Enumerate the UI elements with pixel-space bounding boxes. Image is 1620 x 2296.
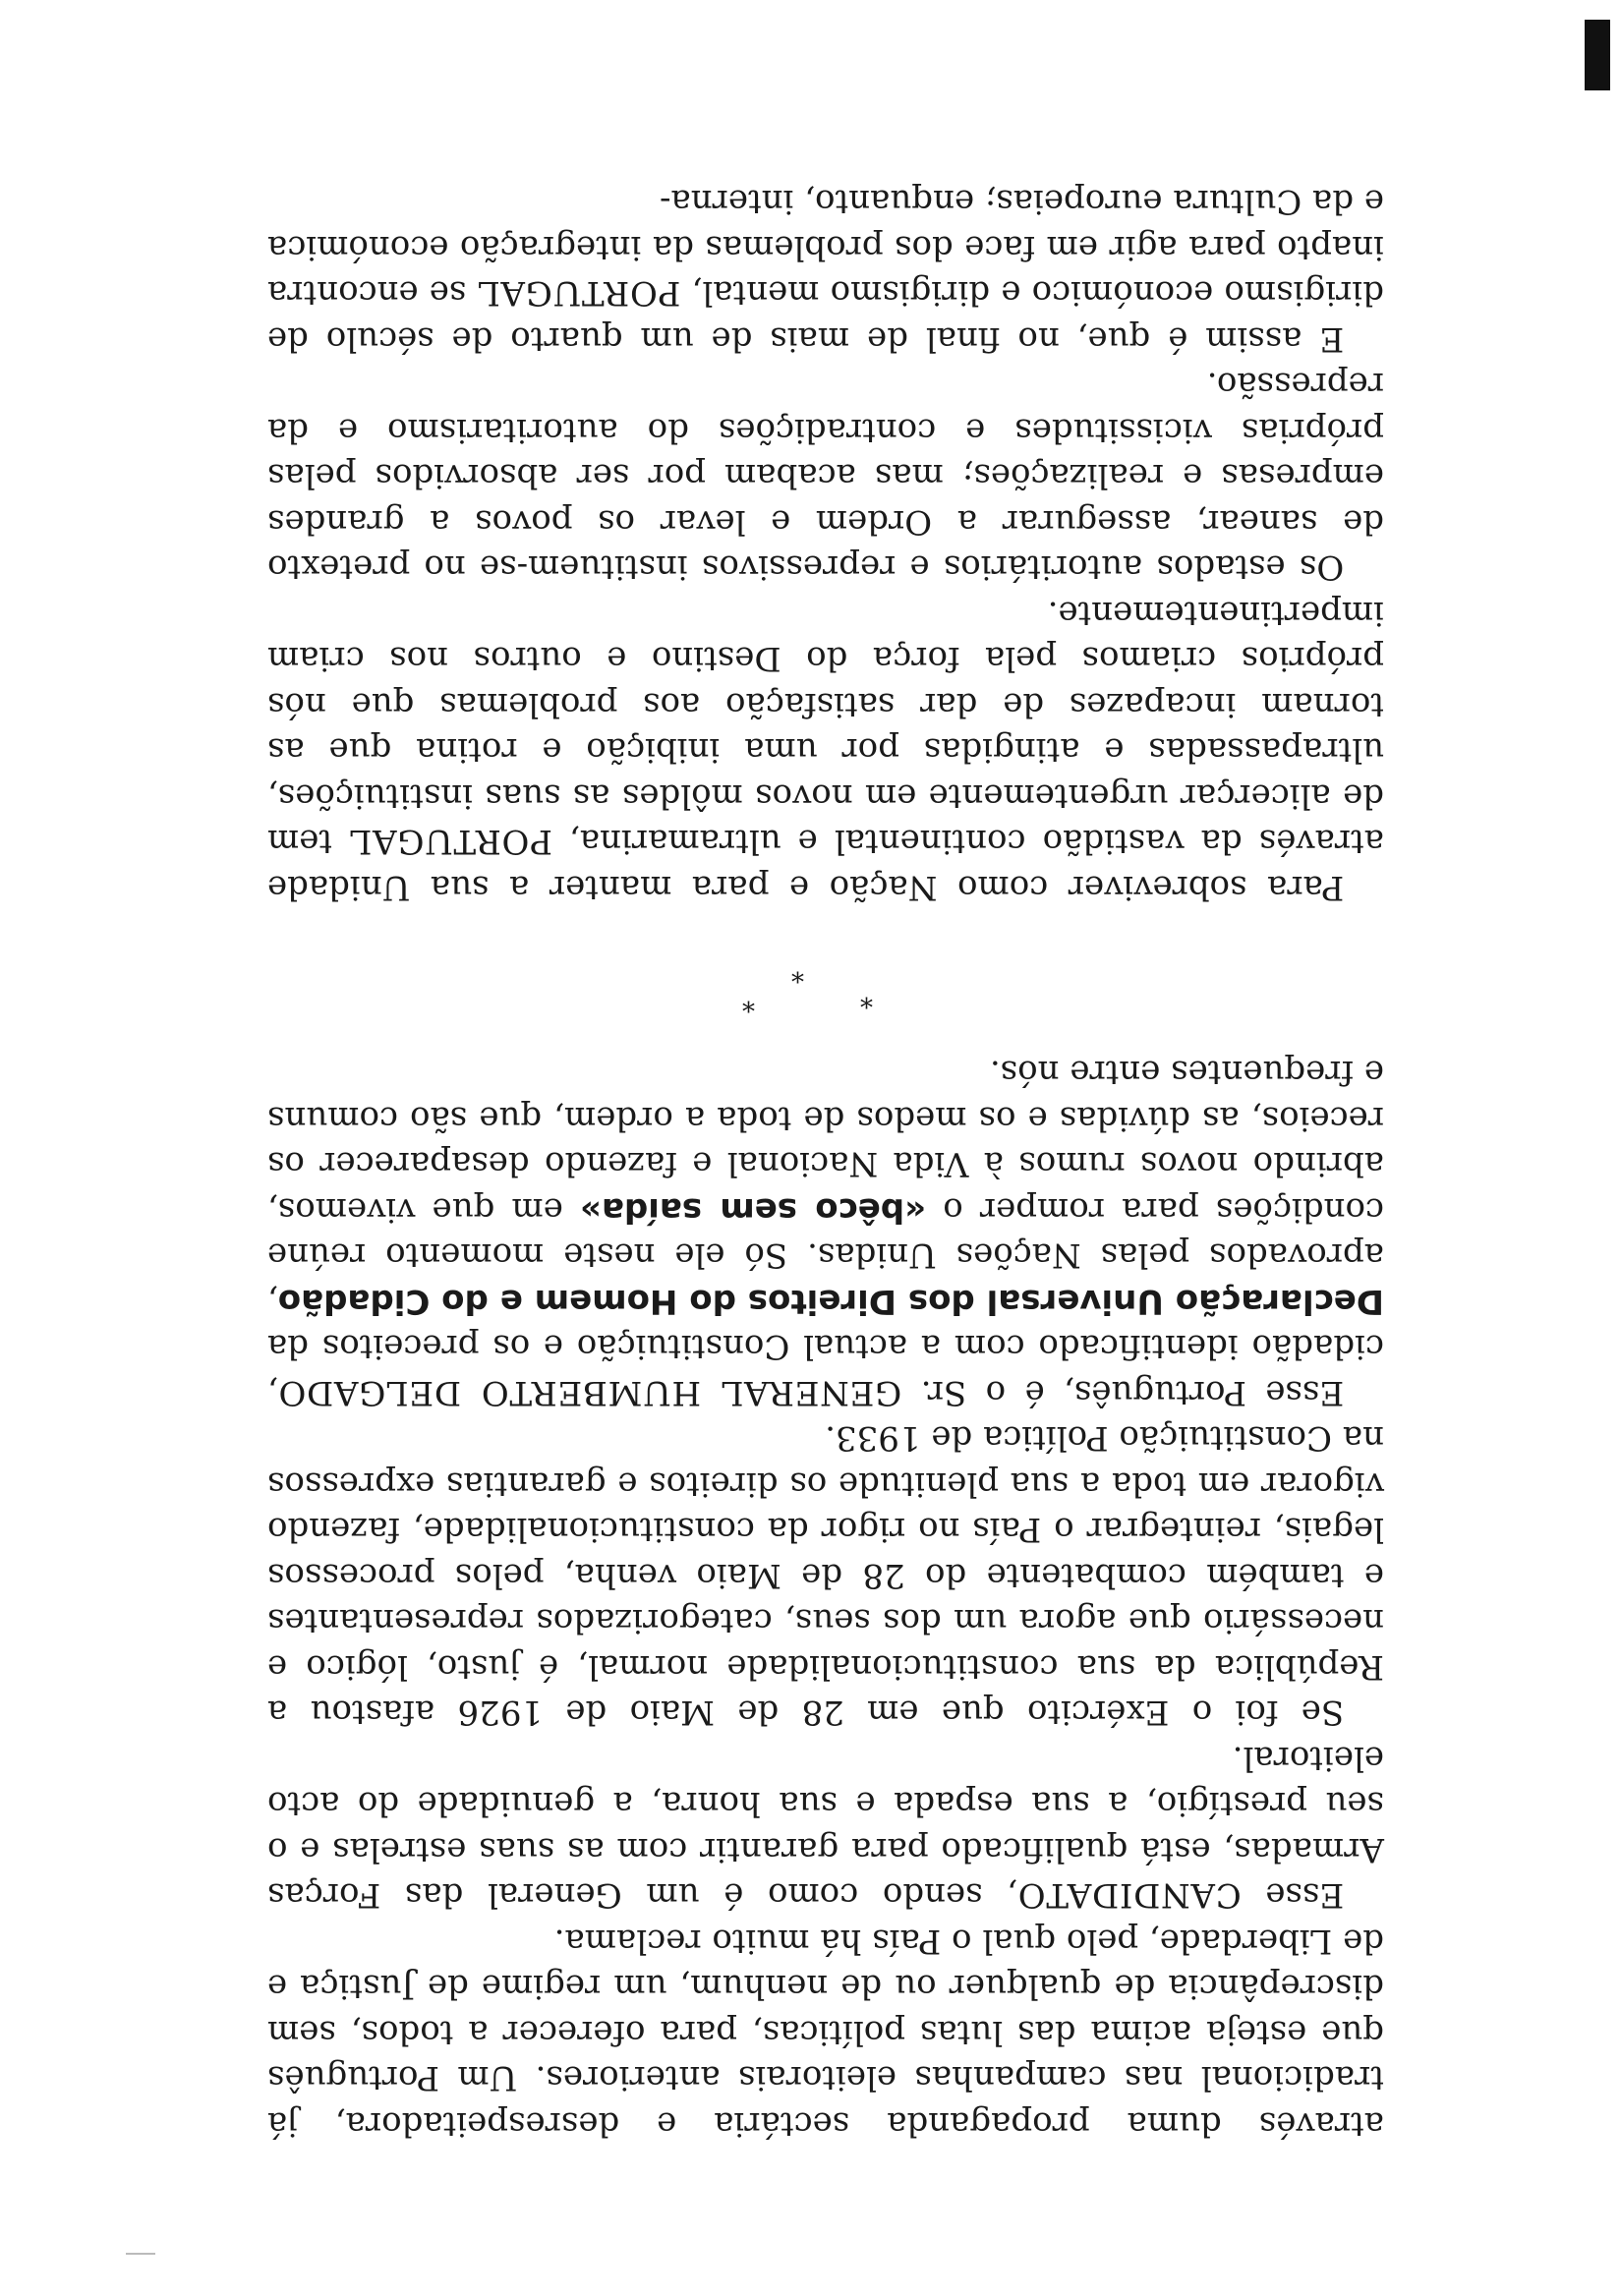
separator-star: * xyxy=(742,987,755,1016)
paragraph-5: Para sobreviver como Nação e para manter a sua Unidade através da vastidão continental e ultramarina, PORTUGAL tem de alicerçar urgentemente em novos môldes as suas instituições, ultrapassadas e atingidas por uma inibição e rotina que as tornam incapazes de dar satisfação aos problemas que nós próprios criamos pela força do Destino e outros nos criam impertinentemente. xyxy=(267,594,1384,907)
paragraph-3: Se foi o Exército que em 28 de Maio de 1926 afastou a República da sua constitucionalidade normal, é justo, lógico e necessário que agora um dos seus, categorizados representantes e também combatente do 28 de Maio venha, pelos processos legais, reintegrar o País no rigor da constitucionalidade, fazendo vigorar em toda a sua plenitude os direitos e garantias expressos na Constituição Política de 1933. xyxy=(267,1418,1384,1733)
paragraph-1: através duma propaganda sectária e desrespeitadora, já tradicional nas campanhas eleitorais anteriores. Um Português que esteja acima das lutas políticas, para oferecer a todos, sem discrepância de qualquer ou de nenhum, um regime de Justiça e de Liberdade, pelo qual o País há muito reclama. xyxy=(267,1922,1384,2144)
candidato-word: CANDIDATO xyxy=(1017,1875,1242,1916)
portugal-word: PORTUGAL xyxy=(477,273,681,314)
paragraph-7: E assim é que, no final de mais de um quarto de século de dirigismo económico e dirigismo mental, PORTUGAL se encontra inapto para agir em face dos problemas da integração económica e da Cultura europeias; enquanto, interna- xyxy=(267,182,1384,359)
paragraph-2: Esse CANDIDATO, sendo como é um General das Forças Armadas, está qualificado para garantir com as suas estrelas e o seu prestígio, a sua espada e sua honra, a genuidade do acto eleitoral. xyxy=(267,1739,1384,1916)
paragraph-4: Esse Português, é o Sr. GENERAL HUMBERTO DELGADO, cidadão identificado com a actual Constituição e os preceitos da Declaração Universal dos Direitos do Homem e do Cidadão, aprovados pelas Nações Unidas. Só ele neste momento reúne condições para romper o «bêco sem saída» em que vivemos, abrindo novos rumos à Vida Nacional e fazendo desaparecer os receios, as dúvidas e os medos de toda a ordem, que são comuns e frequentes entre nós. xyxy=(267,1053,1384,1412)
general-name: GENERAL HUMBERTO DELGADO xyxy=(277,1373,902,1412)
separator-star: * xyxy=(860,983,873,1012)
document-body xyxy=(267,179,1384,2147)
declaracao-title: Declaração Universal dos Direitos do Homem e do Cidadão xyxy=(277,1282,1384,1321)
separator-star: * xyxy=(791,957,804,987)
beco-sem-saida: «bêco sem saída» xyxy=(580,1190,927,1230)
portugal-word: PORTUGAL xyxy=(349,822,552,862)
separator-stars xyxy=(267,934,1384,1032)
paragraph-6: Os estados autoritários e repressivos instituem-se no pretexto de sanear, assegurar a Ordem e levar os povos a grandes empresas e realizações; mas acabam por ser absorvidos pelas próprias vicissitudes e contradições do autoritarismo e da repressão. xyxy=(267,365,1384,588)
